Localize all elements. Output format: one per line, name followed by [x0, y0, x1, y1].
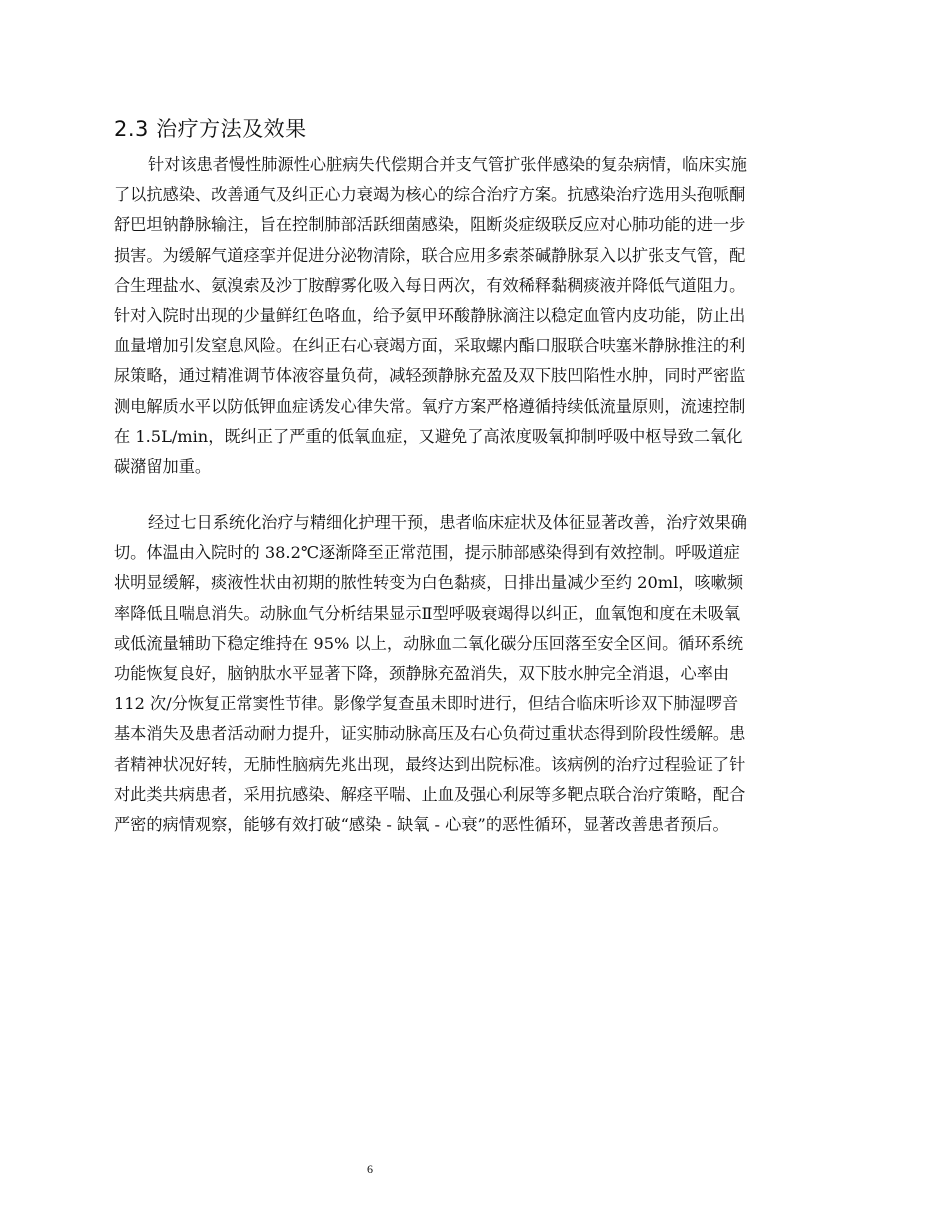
text-line: 切。体温由入院时的 38.2℃逐渐降至正常范围，提示肺部感染得到有效控制。呼吸道症 [114, 543, 740, 563]
text-line: 舒巴坦钠静脉输注，旨在控制肺部活跃细菌感染，阻断炎症级联反应对心肺功能的进一步 [114, 215, 746, 235]
text-line: 基本消失及患者活动耐力提升，证实肺动脉高压及右心负荷过重状态得到阶段性缓解。患 [114, 724, 746, 744]
paragraph-treatment-effects [114, 508, 839, 840]
page-number: 6 [367, 1162, 373, 1176]
text-line: 碳潴留加重。 [114, 456, 212, 476]
text-line: 在 1.5L/min，既纠正了严重的低氧血症，又避免了高浓度吸氧抑制呼吸中枢导致二氧化 [114, 426, 743, 446]
text-line: 损害。为缓解气道痉挛并促进分泌物清除，联合应用多索茶碱静脉泵入以扩张支气管，配 [114, 245, 746, 265]
text-line: 或低流量辅助下稳定维持在 95% 以上，动脉血二氧化碳分压回落至安全区间。循环系统 [114, 633, 744, 653]
text-line: 针对入院时出现的少量鲜红色咯血，给予氨甲环酸静脉滴注以稳定血管内皮功能，防止出 [114, 305, 746, 325]
text-line: 状明显缓解，痰液性状由初期的脓性转变为白色黏痰，日排出量减少至约 20ml，咳嗽频 [114, 573, 744, 593]
text-line: 率降低且喘息消失。动脉血气分析结果显示Ⅱ型呼吸衰竭得以纠正，血氧饱和度在未吸氧 [114, 603, 741, 623]
text-line: 对此类共病患者，采用抗感染、解痉平喘、止血及强心利尿等多靶点联合治疗策略，配合 [114, 784, 746, 804]
text-line: 测电解质水平以防低钾血症诱发心律失常。氧疗方案严格遵循持续低流量原则，流速控制 [114, 396, 746, 416]
text-line: 了以抗感染、改善通气及纠正心力衰竭为核心的综合治疗方案。抗感染治疗选用头孢哌酮 [114, 185, 746, 205]
text-line: 针对该患者慢性肺源性心脏病失代偿期合并支气管扩张伴感染的复杂病情，临床实施 [148, 155, 747, 174]
text-line: 经过七日系统化治疗与精细化护理干预，患者临床症状及体征显著改善，治疗效果确 [148, 513, 747, 532]
text-line: 严密的病情观察，能够有效打破“感染 - 缺氧 - 心衰”的恶性循环，显著改善患者预后。 [114, 814, 729, 834]
text-line: 合生理盐水、氨溴索及沙丁胺醇雾化吸入每日两次，有效稀释黏稠痰液并降低气道阻力。 [114, 275, 746, 295]
text-line: 尿策略，通过精准调节体液容量负荷，减轻颈静脉充盈及双下肢凹陷性水肿，同时严密监 [114, 366, 746, 386]
text-line: 功能恢复良好，脑钠肽水平显著下降，颈静脉充盈消失，双下肢水肿完全消退，心率由 [114, 663, 730, 683]
text-line: 112 次/分恢复正常窦性节律。影像学复查虽未即时进行，但结合临床听诊双下肺湿啰音 [114, 694, 739, 714]
text-line: 者精神状况好转，无肺性脑病先兆出现，最终达到出院标准。该病例的治疗过程验证了针 [114, 754, 746, 774]
paragraph-treatment-methods [114, 150, 839, 482]
text-line: 血量增加引发窒息风险。在纠正右心衰竭方面，采取螺内酯口服联合呋塞米静脉推注的利 [114, 336, 746, 356]
section-heading: 2.3 治疗方法及效果 [114, 117, 307, 141]
